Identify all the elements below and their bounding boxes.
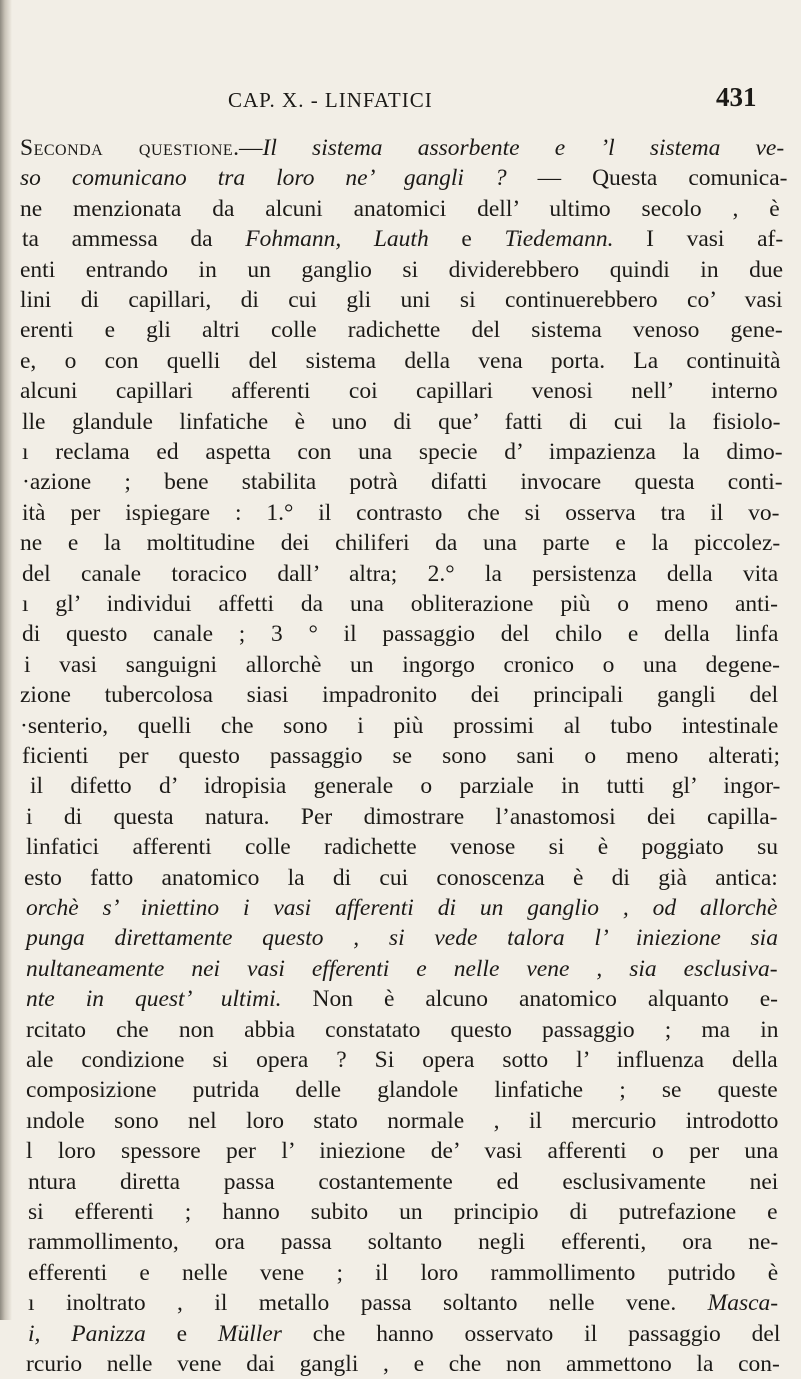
text-line — [24, 650, 780, 680]
text-span: ı inoltrato , il metallo passa soltanto nelle vene. — [28, 1290, 708, 1317]
text-span: erenti e gli altri colle radichette del sistema venoso gene- — [20, 317, 783, 344]
text-span: del canale toracico dall’ altra; 2.° la persistenza della vita — [22, 560, 779, 587]
text-line — [20, 133, 784, 163]
text-span: I vasi af- — [613, 226, 784, 253]
text-line — [24, 863, 778, 893]
text-line — [26, 984, 778, 1014]
text-line — [20, 255, 783, 285]
text-line — [28, 1258, 778, 1288]
italic-text-span: i, Panizza — [28, 1320, 146, 1347]
text-line — [26, 802, 778, 832]
italic-text-span: punga direttamente questo , si vede talora l’ iniezione sia — [26, 925, 778, 952]
text-line — [28, 1227, 778, 1257]
text-line — [22, 224, 783, 254]
text-line — [26, 1015, 778, 1045]
text-span: ne menzionata da alcuni anatomici dell’ ultimo secolo , è — [20, 195, 780, 222]
text-span: lle glandule linfatiche è uno di que’ fatti di cui la fisiolo- — [22, 408, 781, 435]
text-line — [28, 1288, 778, 1318]
text-line — [20, 194, 780, 224]
small-caps-text-span: Seconda questione — [20, 135, 234, 161]
text-line — [28, 1167, 778, 1197]
text-span: ntura diretta passa costantemente ed esclusivamente nei — [28, 1168, 779, 1195]
italic-text-span: Il sistema assorbente e ’l sistema ve- — [262, 135, 785, 161]
text-line — [26, 832, 778, 862]
text-span: rammollimento, ora passa soltanto negli efferenti, ora ne- — [28, 1229, 779, 1256]
text-span: e — [428, 226, 505, 253]
text-span: Non è alcuno anatomico alquanto e- — [281, 986, 779, 1013]
text-line — [20, 528, 780, 558]
text-span: di questo canale ; 3 ° il passaggio del chilo e della linfa — [22, 621, 779, 648]
text-span: ità per ispiegare : 1.° il contrasto che si osserva tra il vo- — [22, 499, 780, 526]
text-span: alcuni capillari afferenti coi capillari venosi nell’ interno — [20, 378, 778, 405]
text-span: ındole sono nel loro stato normale , il mercurio introdotto — [26, 1107, 779, 1134]
text-line — [26, 1045, 778, 1075]
text-span: efferenti e nelle vene ; il loro rammollimento putrido è — [28, 1259, 779, 1286]
text-span: il difetto d’ idropisia generale o parziale in tutti gl’ ingor- — [30, 773, 781, 800]
text-line — [20, 376, 778, 406]
italic-text-span: nultaneamente nei vasi efferenti e nelle vene , sia esclusiva- — [26, 955, 778, 982]
page-number: 431 — [716, 82, 757, 112]
text-span: ı reclama ed aspetta con una specie d’ impazienza la dimo- — [22, 439, 783, 465]
text-line — [26, 1106, 778, 1136]
text-span: enti entrando in un ganglio si dividerebbero quindi in due — [20, 256, 784, 283]
text-span: i vasi sanguigni allorchè un ingorgo cronico o una degene- — [24, 651, 781, 678]
text-span: ·senterio, quelli che sono i più prossimi al tubo intestinale — [20, 712, 779, 739]
text-span: e — [145, 1320, 218, 1347]
text-line — [22, 741, 780, 771]
text-span: esto fatto anatomico la di cui conoscenza è di già antica: — [24, 864, 778, 891]
text-span: l loro spessore per l’ iniezione de’ vasi afferenti o per una — [26, 1138, 779, 1165]
text-line — [22, 437, 783, 467]
page-binding-edge — [0, 0, 12, 1320]
italic-text-span: Müller — [217, 1320, 282, 1347]
text-line — [20, 315, 783, 345]
page-header — [0, 82, 801, 122]
text-span: — Questa comunica- — [506, 165, 788, 192]
text-span: i di questa natura. Per dimostrare l’anastomosi dei capilla- — [26, 803, 778, 830]
text-line — [20, 711, 778, 741]
text-line — [22, 589, 778, 619]
italic-text-span: so comunicano tra loro ne’ gangli ? — [20, 165, 507, 192]
text-span: ne e la moltitudine dei chiliferi da una parte e la piccolez- — [20, 530, 781, 557]
text-line — [22, 407, 780, 437]
text-span: rcitato che non abbia constatato questo passaggio ; ma in — [26, 1016, 779, 1043]
text-span: ficienti per questo passaggio se sono sani o meno alterati; — [22, 743, 781, 769]
running-title: CAP. X. - LINFATICI — [228, 88, 433, 112]
text-span: composizione putrida delle glandole linfatiche ; se queste — [26, 1077, 778, 1104]
text-line — [22, 619, 778, 649]
text-line — [20, 163, 788, 193]
text-line — [20, 680, 778, 710]
text-span: e, o con quelli del sistema della vena porta. La continuità — [20, 347, 781, 374]
text-span: che hanno osservato il passaggio del — [281, 1320, 781, 1347]
text-span: rcurio nelle vene dai gangli , e che non ammettono la con- — [26, 1351, 780, 1377]
text-line — [22, 467, 783, 497]
text-span: .— — [233, 135, 263, 161]
text-line — [22, 559, 778, 589]
text-line — [28, 1197, 778, 1227]
text-line — [22, 498, 780, 528]
text-span: si efferenti ; hanno subito un principio di putrefazione e — [28, 1199, 778, 1225]
text-line — [20, 346, 780, 376]
text-line — [30, 771, 780, 801]
italic-text-span: Tiedemann. — [504, 226, 614, 253]
text-line — [26, 1075, 778, 1105]
text-line — [28, 1319, 780, 1349]
text-span: ı gl’ individui affetti da una obliterazione più o meno anti- — [22, 591, 779, 617]
italic-text-span: Fohmann, Lauth — [245, 226, 429, 253]
italic-text-span: orchè s’ iniettino i vasi afferenti di un ganglio , od allorchè — [26, 895, 778, 921]
text-line — [26, 1136, 778, 1166]
text-line — [26, 923, 778, 953]
text-span: linfatici afferenti colle radichette venose si è poggiato su — [26, 834, 779, 861]
text-line — [26, 954, 778, 984]
text-span: zione tubercolosa siasi impadronito dei principali gangli del — [20, 682, 779, 709]
text-span: ·azione ; bene stabilita potrà difatti invocare questa conti- — [22, 469, 783, 496]
text-line — [26, 893, 778, 923]
text-span: lini di capillari, di cui gli uni si continuerebbero co’ vasi — [20, 287, 783, 313]
text-line — [20, 285, 783, 315]
text-span: ale condizione si opera ? Si opera sotto l’ influenza della — [26, 1047, 778, 1073]
italic-text-span: Masca- — [707, 1290, 779, 1317]
text-span: ta ammessa da — [22, 226, 246, 253]
text-line — [26, 1349, 780, 1379]
italic-text-span: nte in quest’ ultimi. — [26, 986, 282, 1013]
